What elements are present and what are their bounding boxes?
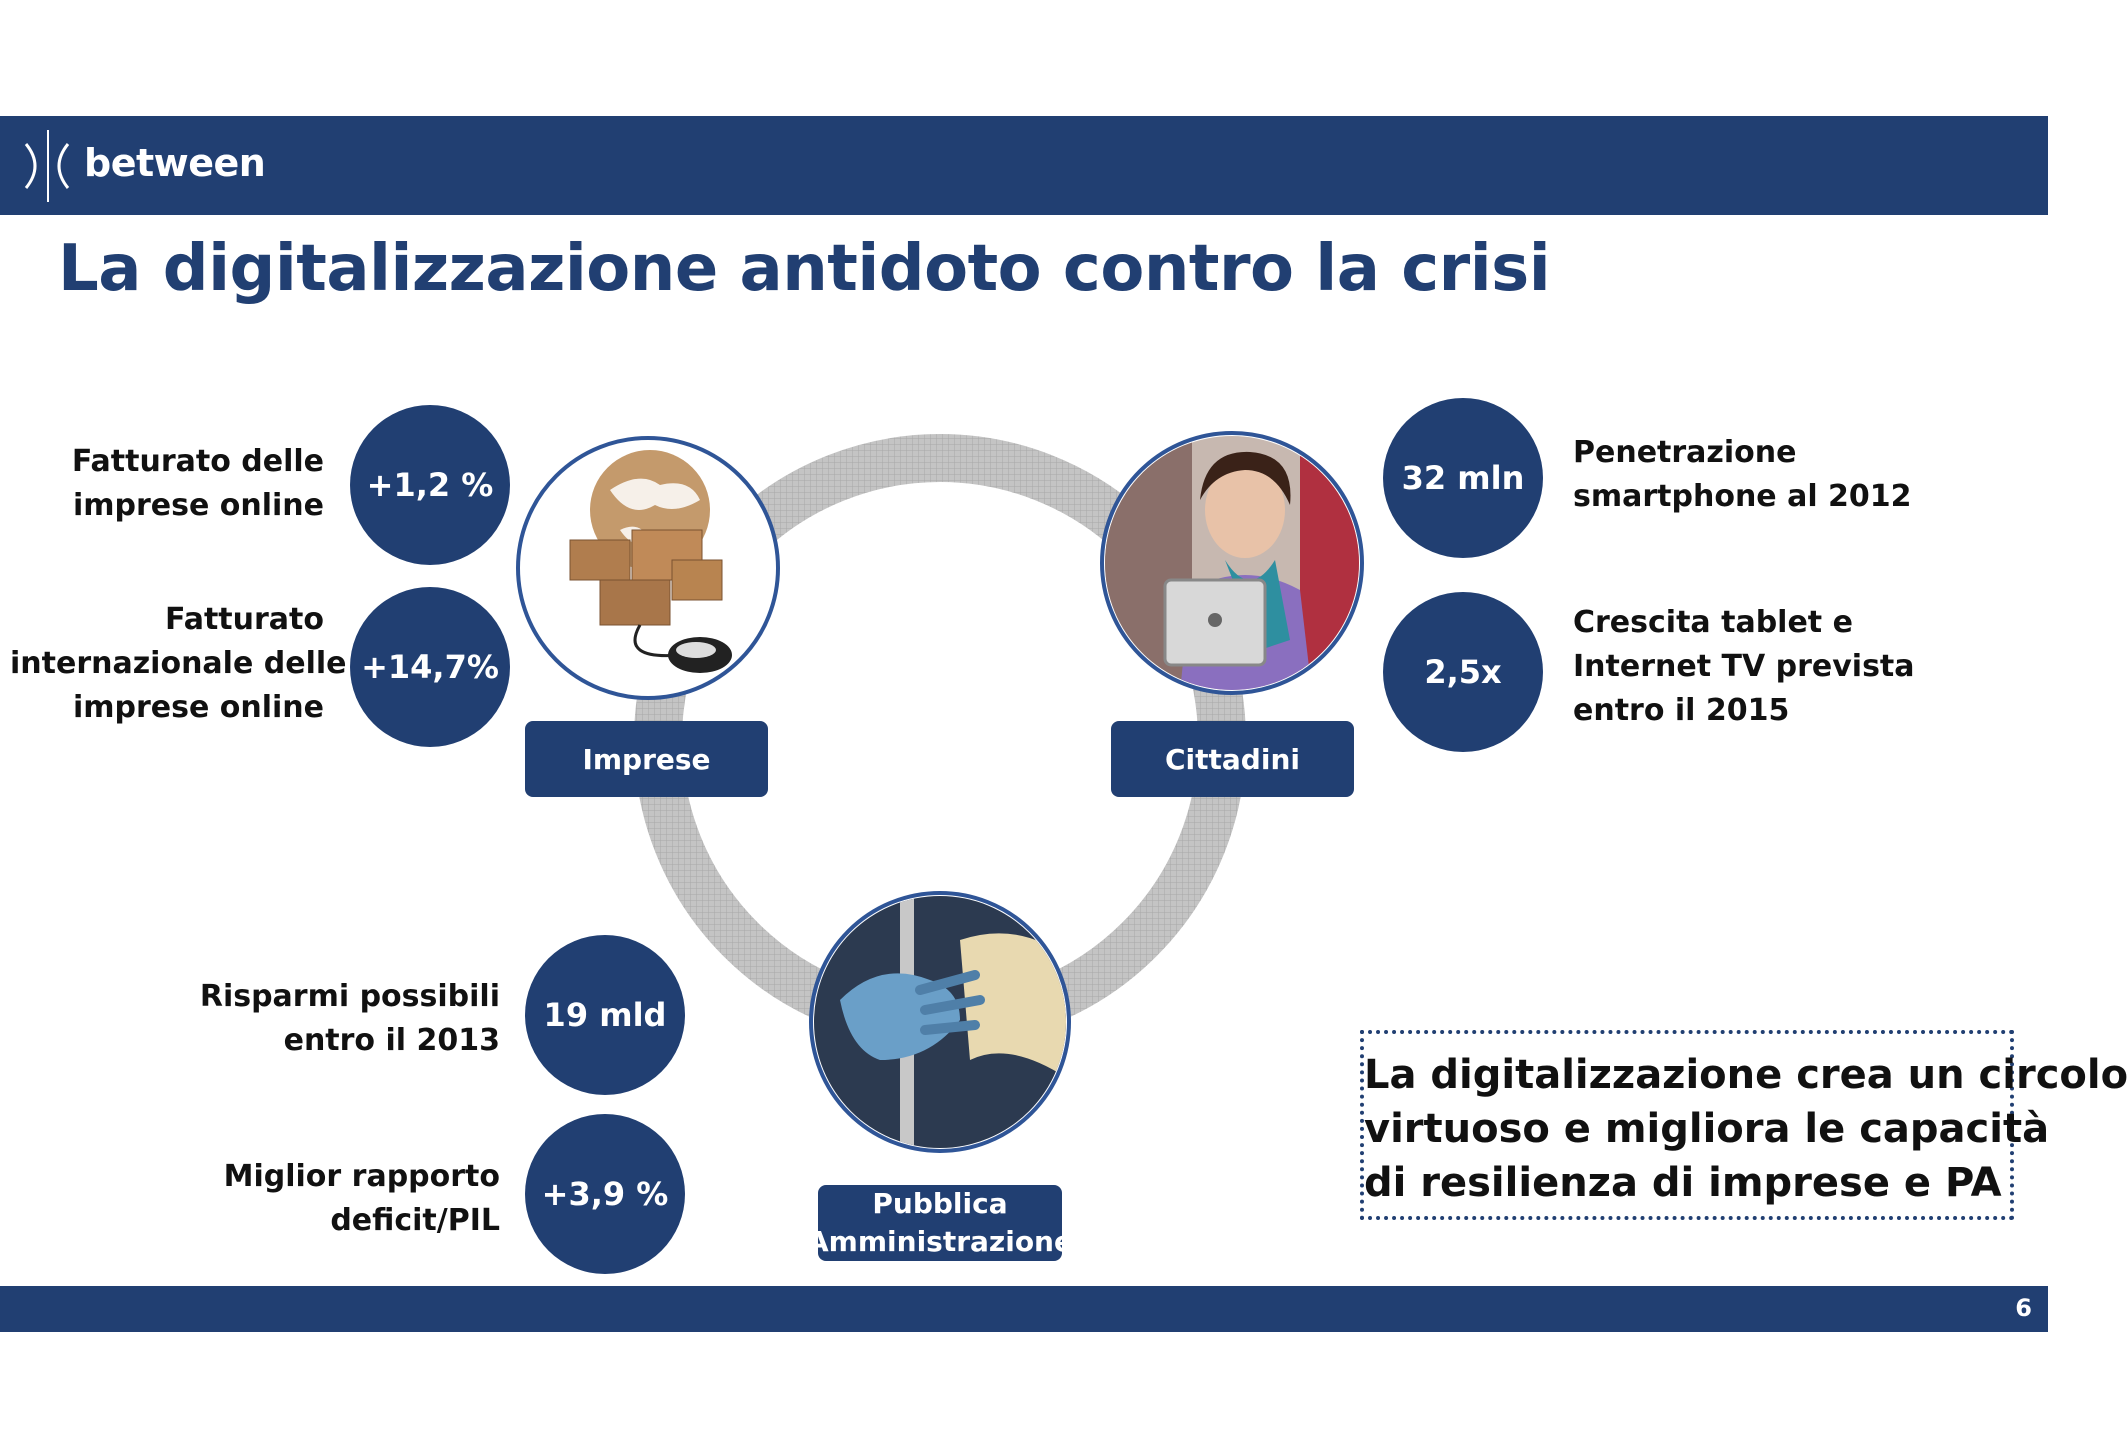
node-label-pubblica-amministrazione	[807, 1185, 1073, 1261]
stat-label-smartphone	[1573, 431, 1973, 519]
stat-label-line: imprese online	[72, 488, 324, 523]
stat-label-tablet-tv	[1573, 601, 1973, 733]
stat-label-line: Internet TV prevista	[1573, 649, 1915, 684]
stat-label-line: Fatturato delle	[71, 444, 324, 479]
node-label-imprese: Imprese	[525, 721, 768, 797]
page-number: 6	[2015, 1294, 2032, 1322]
stat-label-line: Risparmi possibili	[199, 979, 500, 1014]
stat-label-risparmi	[150, 975, 500, 1063]
stat-label-line: Fatturato	[164, 602, 324, 637]
stat-value-smartphone: 32 mln	[1383, 398, 1543, 558]
stat-label-line: entro il 2015	[1573, 693, 1790, 728]
woman-tablet-icon	[1102, 433, 1362, 693]
stat-value-tablet-tv: 2,5x	[1383, 592, 1543, 752]
callout-line: virtuoso e migliora le capacità	[1364, 1106, 2050, 1152]
stat-label-line: Crescita tablet e	[1573, 605, 1853, 640]
gloved-hand-document-icon	[810, 892, 1070, 1152]
stat-label-line: entro il 2013	[283, 1023, 500, 1058]
stat-label-deficit-pil	[150, 1155, 500, 1243]
stat-value-deficit-pil: +3,9 %	[525, 1114, 685, 1274]
callout-line: La digitalizzazione crea un circolo	[1364, 1052, 2128, 1098]
callout-line: di resilienza di imprese e PA	[1364, 1160, 2002, 1206]
stat-value-fatturato-internazionale: +14,7%	[350, 587, 510, 747]
stat-label-fatturato-online	[10, 440, 324, 528]
logo-text: between	[84, 141, 266, 185]
page-title: La digitalizzazione antidoto contro la crisi	[58, 232, 1551, 306]
stat-label-line: smartphone al 2012	[1573, 479, 1912, 514]
stat-value-risparmi: 19 mld	[525, 935, 685, 1095]
stat-label-line: Penetrazione	[1573, 435, 1797, 470]
footer-bar	[0, 1286, 2048, 1332]
stat-label-fatturato-internazionale	[10, 598, 347, 730]
node-label-cittadini: Cittadini	[1111, 721, 1354, 797]
stat-value-fatturato-online: +1,2 %	[350, 405, 510, 565]
stat-label-line: deficit/PIL	[330, 1203, 500, 1238]
stat-label-line: Miglior rapporto	[223, 1159, 500, 1194]
stat-label-line: internazionale delle	[10, 646, 347, 681]
callout-box	[1360, 1030, 2128, 1220]
globe-boxes-mouse-icon	[518, 438, 778, 698]
node-label-line: Pubblica	[872, 1187, 1008, 1220]
node-label-line: Amministrazione	[807, 1225, 1073, 1258]
stat-label-line: imprese online	[72, 690, 324, 725]
